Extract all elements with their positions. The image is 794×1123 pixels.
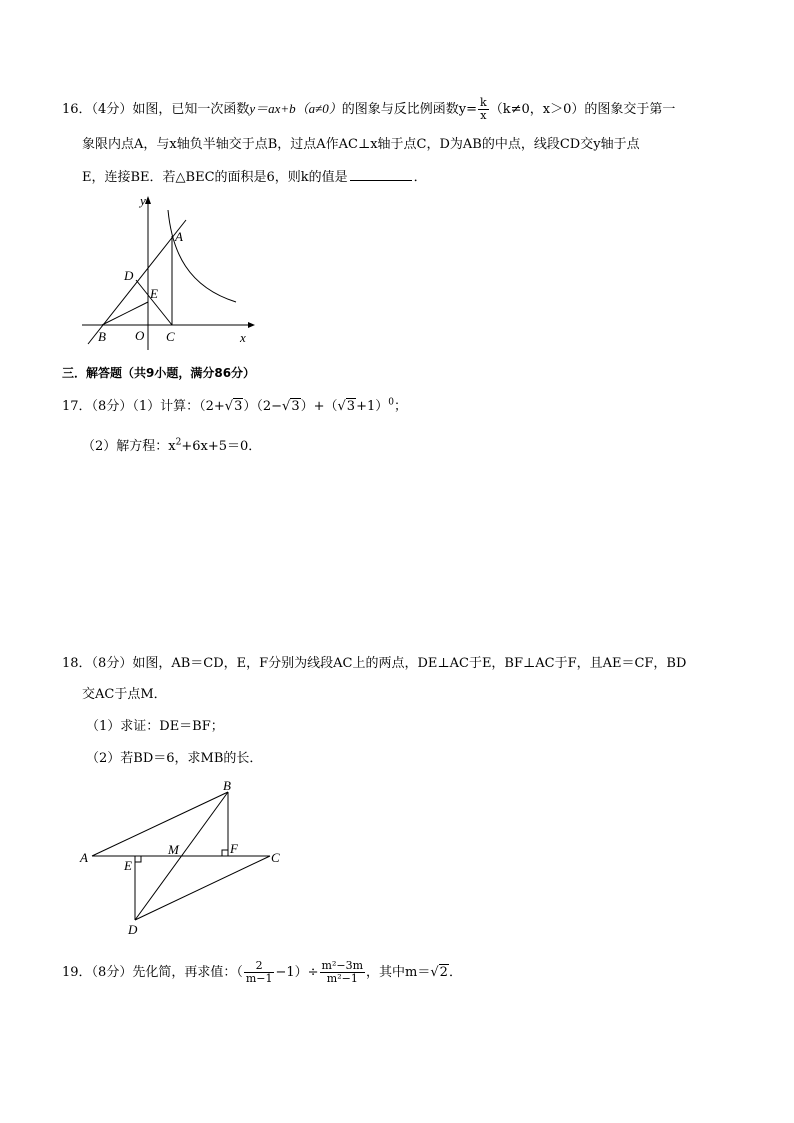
label-b: B: [223, 778, 231, 793]
q19-line1: [62, 960, 462, 985]
q18-line3: （1）求证：DE＝BF；: [86, 719, 224, 734]
q17-expr-5: ；: [393, 399, 407, 414]
label-b: B: [98, 329, 106, 344]
q19-fraction-1: [244, 960, 275, 985]
hyperbola-curve: [168, 210, 236, 302]
sqrt-icon: √3: [224, 399, 243, 414]
q18-figure: [78, 776, 290, 936]
label-e: E: [124, 858, 132, 873]
segment-be: [102, 302, 148, 325]
label-d: D: [128, 922, 138, 936]
section-heading: 三．解答题（共9小题，满分86分）: [62, 366, 256, 380]
sqrt-icon: √3: [337, 399, 356, 414]
q19-frac2-num: m²−3m: [321, 959, 364, 972]
q19-frac1-den: m−1: [245, 972, 273, 985]
q17-exponent-0: 0: [388, 397, 394, 408]
segment-ab: [92, 792, 228, 856]
q17-text-a: 17．（8分）（1）计算：: [62, 399, 200, 414]
q16-frac-num: k: [480, 96, 487, 109]
label-a: A: [175, 229, 183, 244]
q16-answer-blank[interactable]: [350, 166, 412, 181]
q19-text-c: ，其中m＝: [366, 965, 431, 980]
label-f: F: [230, 841, 238, 856]
q17-text-eq-b: +6x+5＝0．: [181, 439, 262, 454]
label-o: O: [135, 328, 145, 343]
q19-frac2-den: m²−1: [326, 972, 358, 985]
q18-line1: 18．（8分）如图，AB＝CD，E，F分别为线段AC上的两点，DE⊥AC于E，BF⊥AC于F，且AE＝CF，BD: [62, 656, 687, 671]
q19-fraction-2: [320, 960, 366, 985]
q16-period: ．: [413, 170, 427, 185]
q17-expr-1: （2+: [199, 399, 225, 414]
q16-figure: [78, 192, 260, 352]
right-angle-f-icon: [222, 850, 228, 856]
q18-line2: 交AC于点M．: [82, 687, 167, 702]
q18-line4: （2）若BD＝6，求MB的长．: [86, 751, 263, 766]
y-axis-arrow: [145, 196, 151, 204]
sqrt-icon: √2: [430, 965, 448, 980]
q16-text-line3: E，连接BE．若△BEC的面积是6，则k的值是: [82, 170, 348, 185]
q17-line2: [82, 438, 261, 456]
label-e: E: [150, 286, 158, 301]
q16-frac-den: x: [480, 109, 487, 122]
q19-radicand: 2: [439, 965, 448, 980]
q19-text-d: ．: [448, 965, 462, 980]
q17-radicand-2: 3: [291, 399, 300, 414]
q16-text-c: （k≠0，x＞0）的图象交于第一: [489, 102, 676, 117]
sqrt-icon: √3: [282, 399, 300, 414]
q17-line1: [62, 398, 407, 416]
q16-line1: [62, 97, 675, 122]
q17-text-eq-a: （2）解方程：x: [82, 439, 176, 454]
label-c: C: [166, 329, 175, 344]
label-d: D: [124, 268, 134, 283]
label-y: y: [140, 193, 146, 208]
q16-text-a: 16．（4分）如图，已知一次函数: [62, 102, 250, 117]
q16-fraction: [478, 97, 489, 122]
q16-line3: [82, 166, 427, 187]
label-m: M: [168, 842, 179, 857]
q17-expr-4: +1）: [356, 399, 389, 414]
q16-y-eq: y=: [458, 102, 478, 117]
label-a: A: [80, 850, 88, 865]
q19-text-a: 19．（8分）先化简，再求值：（: [62, 965, 243, 980]
q17-radicand-3: 3: [346, 399, 356, 414]
q16-linear-eq: y＝ax+b（a≠0）: [249, 101, 342, 116]
segment-cd: [135, 856, 270, 920]
q17-expr-2: ）（2−: [243, 399, 283, 414]
q17-radicand-1: 3: [234, 399, 243, 414]
q16-line2: 象限内点A，与x轴负半轴交于点B，过点A作AC⊥x轴于点C，D为AB的中点，线段CD交y轴于点: [82, 137, 640, 152]
q19-frac1-num: 2: [244, 960, 275, 973]
q16-text-b: 的图象与反比例函数: [341, 102, 459, 117]
q17-exponent-2: 2: [175, 437, 182, 448]
label-c: C: [271, 850, 280, 865]
right-angle-e-icon: [135, 856, 141, 862]
label-x: x: [240, 330, 246, 345]
x-axis-arrow: [248, 322, 255, 328]
q19-text-b: −1）÷: [275, 965, 319, 980]
q17-expr-3: ）+（: [300, 399, 338, 414]
